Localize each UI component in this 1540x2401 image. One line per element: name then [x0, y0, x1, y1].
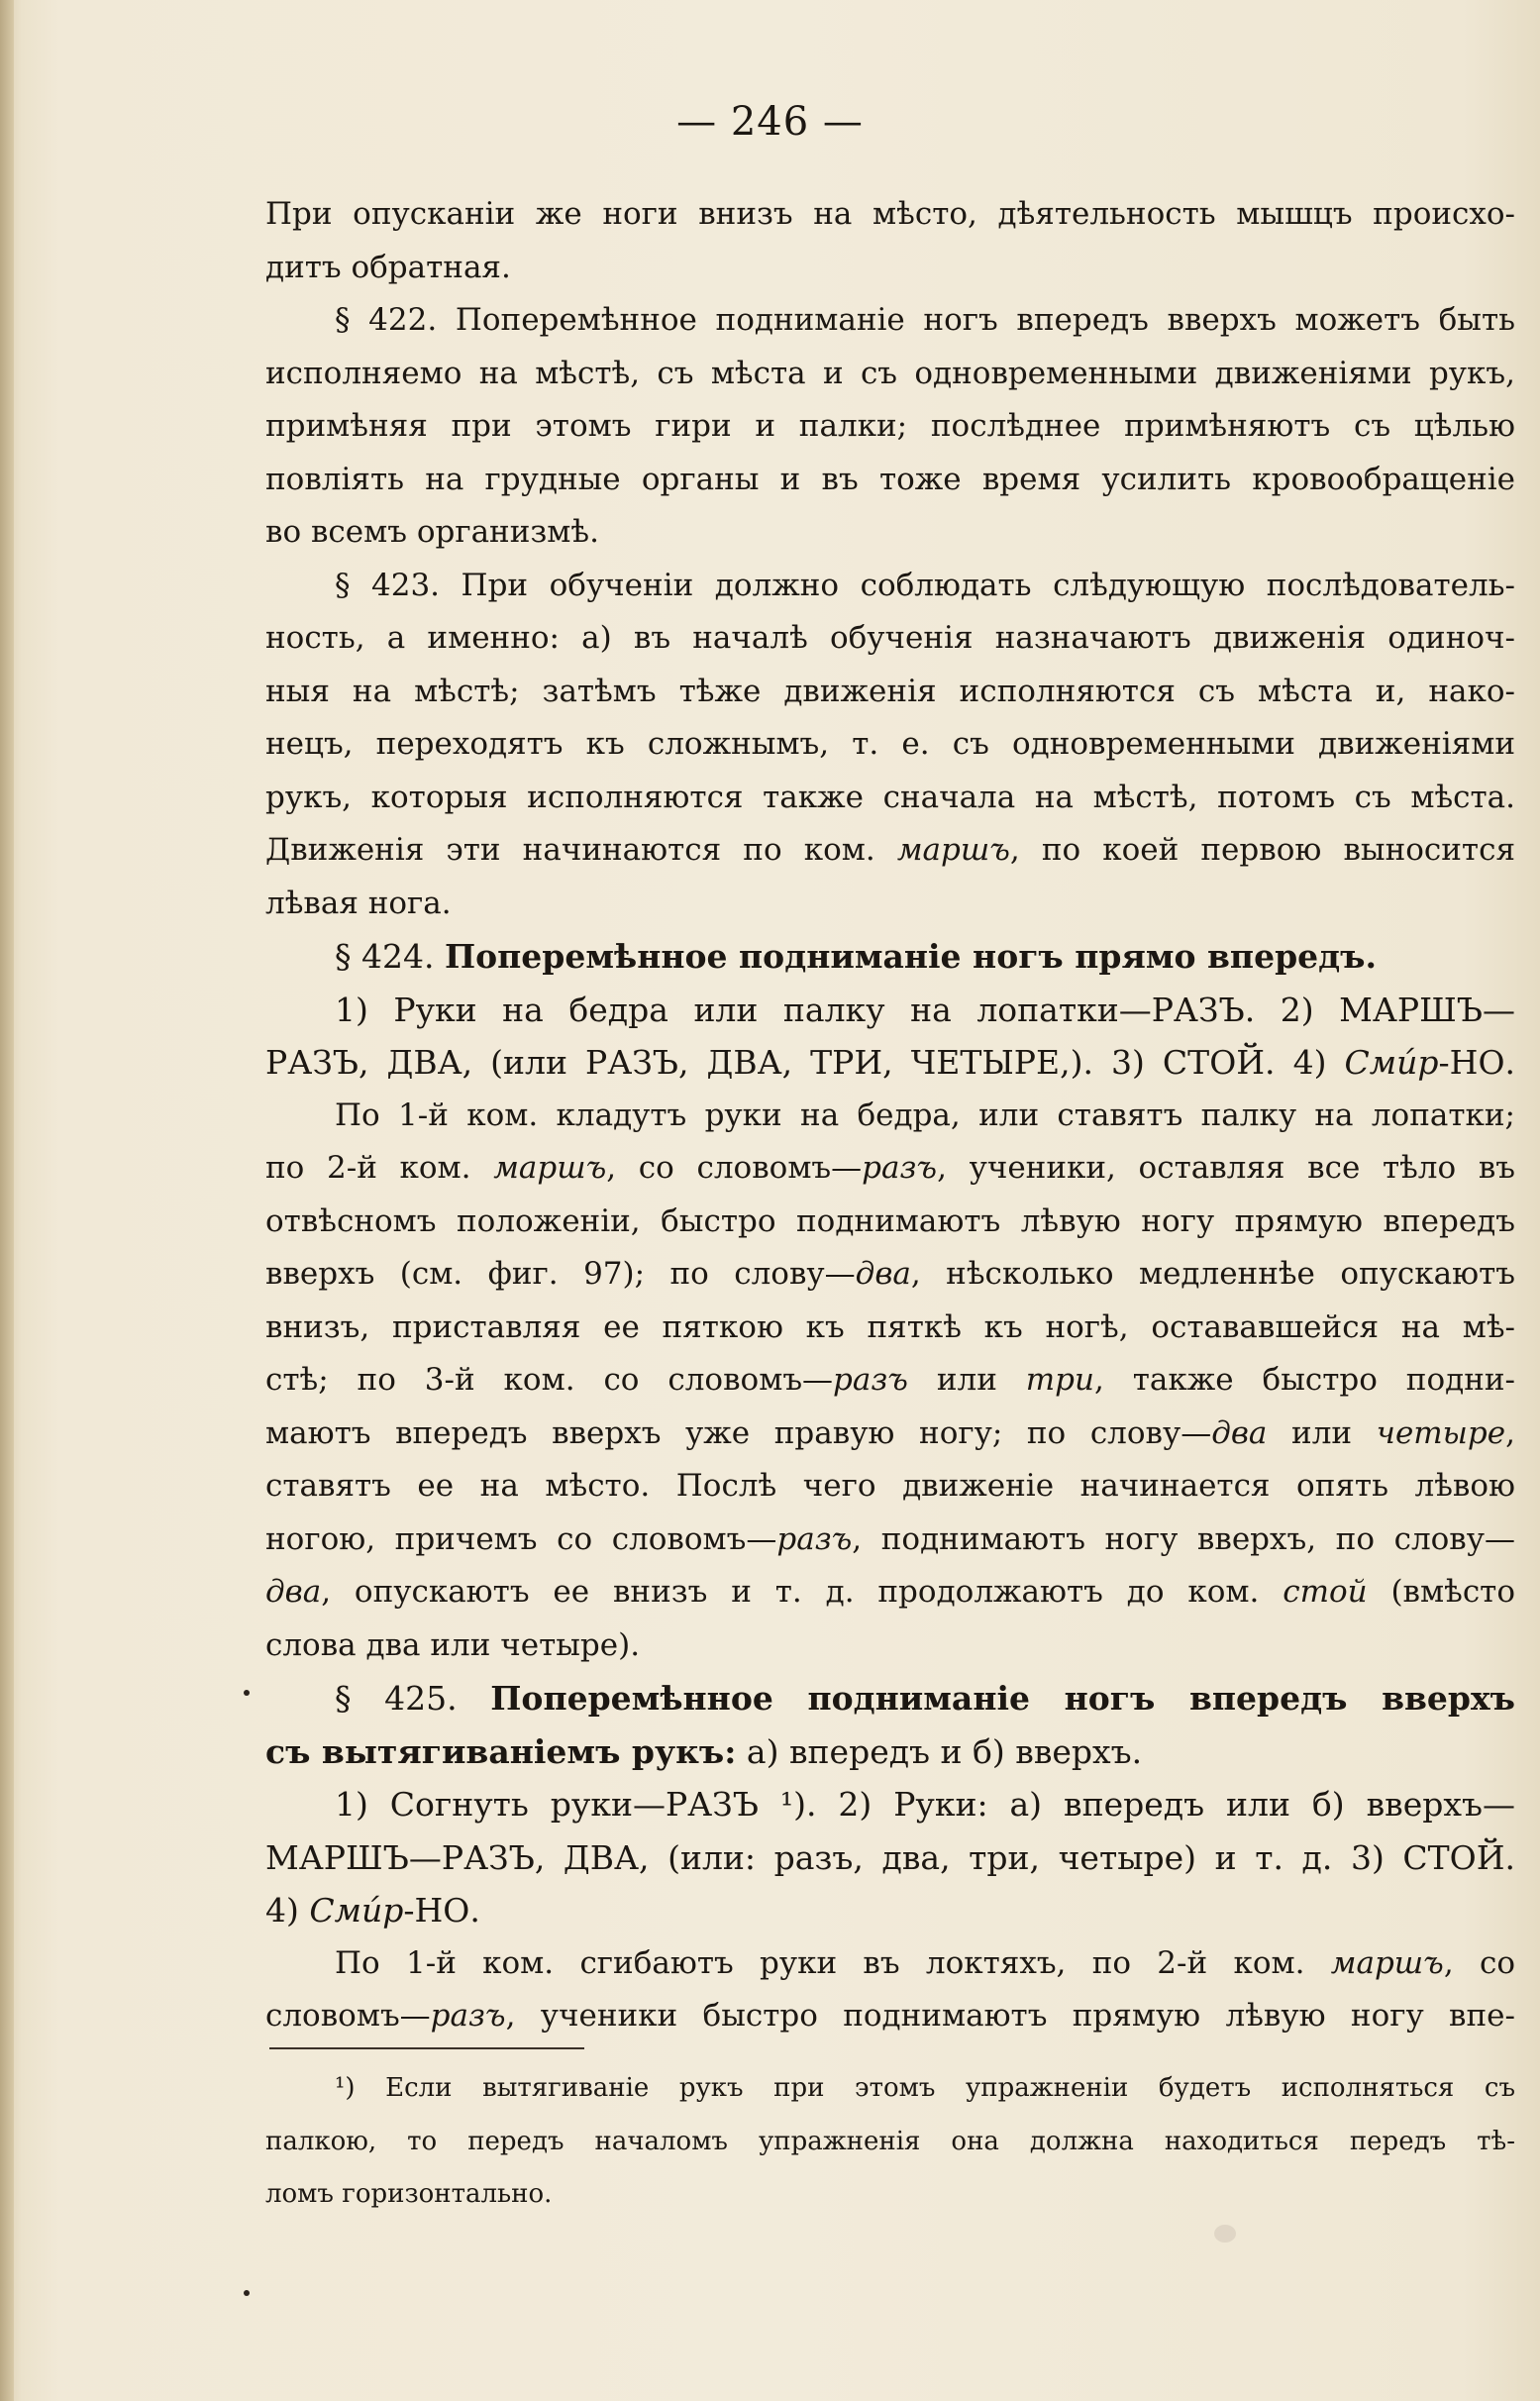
- text-line: [265, 824, 1515, 878]
- command-word: разъ: [430, 1998, 506, 2034]
- text-line: рукъ, которыя исполняются также сначала на мѣстѣ, потомъ съ мѣста.: [265, 779, 1515, 815]
- footnote-line: ломъ горизонтально.: [265, 2179, 553, 2209]
- text-line: ныя на мѣстѣ; затѣмъ тѣже движенія исполняются съ мѣста и, нако-: [265, 673, 1515, 709]
- command-word: разъ: [776, 1520, 853, 1557]
- section-425-heading: [265, 1672, 1515, 1725]
- text-line: лѣвая нога.: [265, 885, 452, 921]
- command-word: разъ: [862, 1150, 938, 1186]
- section-title: съ вытягиваніемъ рукъ:: [265, 1731, 737, 1771]
- body-text: [265, 188, 1515, 2043]
- text-line: 1) Руки на бедра или палку на лопатки—РАЗЪ. 2) МАРШЪ—: [335, 990, 1515, 1029]
- text-line: [265, 1408, 1515, 1461]
- text-run: , опускаютъ ее внизъ и т. д. продолжаютъ до ком.: [321, 1574, 1283, 1610]
- text-line: [265, 1566, 1515, 1619]
- command-word: Смúр: [309, 1891, 404, 1930]
- text-line: [265, 1142, 1515, 1196]
- section-number: § 425.: [335, 1679, 491, 1718]
- text-run: Движенія эти начинаются по ком.: [265, 832, 897, 868]
- text-line: [265, 1937, 1515, 1991]
- text-run: По 1-й ком. сгибаютъ руки въ локтяхъ, по 2-й ком.: [335, 1944, 1331, 1981]
- text-run: , со словомъ—: [606, 1150, 863, 1186]
- text-line: дитъ обратная.: [265, 249, 511, 285]
- section-425-heading-cont: [265, 1725, 1515, 1779]
- footnotes: [265, 2065, 1515, 2225]
- command-word: два: [855, 1256, 911, 1292]
- text-run: -НО.: [1438, 1043, 1515, 1082]
- text-run: ,: [1505, 1414, 1515, 1451]
- section-424-heading: [265, 930, 1515, 984]
- ink-speck: [244, 1690, 250, 1696]
- footnote-line: палкою, то передъ началомъ упражненія она должна находиться передъ тѣ-: [265, 2126, 1515, 2156]
- command-word: маршъ: [1330, 1944, 1444, 1981]
- text-line: [265, 1248, 1515, 1302]
- text-line: [265, 1990, 1515, 2043]
- text-line: исполняемо на мѣстѣ, съ мѣста и съ одновременными движеніями рукъ,: [265, 355, 1515, 391]
- text-run: стѣ; по 3-й ком. со словомъ—: [265, 1362, 834, 1398]
- text-line: во всемъ организмѣ.: [265, 514, 599, 550]
- text-line: нецъ, переходятъ къ сложнымъ, т. е. съ одновременными движеніями: [265, 726, 1515, 762]
- text-run: , ученики, оставляя все тѣло въ: [937, 1150, 1515, 1186]
- text-run: , по коей первою выносится: [1009, 832, 1515, 868]
- command-word: Смúр: [1344, 1043, 1439, 1082]
- text-line: [265, 1884, 1515, 1937]
- page-number: — 246 —: [676, 99, 864, 145]
- text-run: (вмѣсто: [1367, 1574, 1515, 1610]
- text-line: 1) Согнуть руки—РАЗЪ ¹). 2) Руки: а) впередъ или б) вверхъ—: [335, 1785, 1515, 1824]
- section-title: Поперемѣнное подниманіе ногъ прямо впередъ.: [444, 937, 1377, 976]
- command-word: три: [1025, 1362, 1094, 1398]
- text-line: примѣняя при этомъ гири и палки; послѣднее примѣняютъ съ цѣлью: [265, 408, 1515, 444]
- text-line: [265, 1514, 1515, 1567]
- page-edge: [0, 0, 14, 2401]
- command-word: два: [1211, 1414, 1268, 1451]
- text-run: ногою, причемъ со словомъ—: [265, 1520, 777, 1557]
- text-run: вверхъ (см. фиг. 97); по слову—: [265, 1256, 856, 1292]
- text-line: повліять на грудные органы и въ тоже время усилить кровообращеніе: [265, 461, 1515, 497]
- command-word: разъ: [833, 1362, 908, 1398]
- text-run: , со: [1443, 1944, 1516, 1981]
- text-line: ставятъ ее на мѣсто. Послѣ чего движеніе начинается опять лѣвою: [265, 1468, 1515, 1504]
- text-line: слова два или четыре).: [265, 1626, 641, 1663]
- footnote-rule: [269, 2047, 584, 2049]
- text-line: [265, 1354, 1515, 1408]
- ink-speck: [244, 2290, 250, 2296]
- text-line: МАРШЪ—РАЗЪ, ДВА, (или: разъ, два, три, четыре) и т. д. 3) СТОЙ.: [265, 1837, 1515, 1877]
- section-422-heading: § 422. Поперемѣнное подниманіе ногъ впередъ вверхъ можетъ быть: [335, 302, 1515, 338]
- text-line: отвѣсномъ положеніи, быстро поднимаютъ лѣвую ногу прямую впередъ: [265, 1202, 1515, 1239]
- text-line: ность, а именно: а) въ началѣ обученія назначаютъ движенія одиноч-: [265, 620, 1515, 656]
- section-title: Поперемѣнное подниманіе ногъ впередъ вверхъ: [490, 1679, 1515, 1718]
- text-run: или: [907, 1362, 1026, 1398]
- command-word: маршъ: [896, 832, 1010, 868]
- text-run: РАЗЪ, ДВА, (или РАЗЪ, ДВА, ТРИ, ЧЕТЫРЕ,). 3) СТОЙ. 4): [265, 1043, 1345, 1082]
- text-line: По 1-й ком. кладутъ руки на бедра, или ставятъ палку на лопатки;: [335, 1096, 1515, 1133]
- text-run: 4): [265, 1891, 310, 1930]
- paper-stain: [1214, 2225, 1236, 2243]
- text-run: маютъ впередъ вверхъ уже правую ногу; по слову—: [265, 1414, 1212, 1451]
- text-run: или: [1267, 1414, 1377, 1451]
- text-line: При опусканіи же ноги внизъ на мѣсто, дѣятельность мышцъ происхо-: [265, 196, 1515, 232]
- section-number: § 424.: [335, 937, 445, 976]
- footnote-line: ¹) Если вытягиваніе рукъ при этомъ упражненіи будетъ исполняться съ: [335, 2073, 1515, 2103]
- text-run: -НО.: [403, 1891, 480, 1930]
- text-line: внизъ, приставляя ее пяткою къ пяткѣ къ ногѣ, остававшейся на мѣ-: [265, 1308, 1515, 1345]
- command-word: четыре: [1376, 1414, 1506, 1451]
- text-run: словомъ—: [265, 1998, 431, 2034]
- text-run: по 2-й ком.: [265, 1150, 494, 1186]
- text-run: , поднимаютъ ногу вверхъ, по слову—: [852, 1520, 1515, 1557]
- text-run: , также быстро подни-: [1094, 1362, 1515, 1398]
- text-run: , ученики быстро поднимаютъ прямую лѣвую ногу впе-: [505, 1998, 1515, 2034]
- section-423-heading: § 423. При обученіи должно соблюдать слѣдующую послѣдователь-: [335, 567, 1515, 603]
- command-word: два: [265, 1574, 322, 1610]
- text-run: а) впередъ и б) вверхъ.: [736, 1731, 1143, 1771]
- command-word: стой: [1283, 1574, 1368, 1610]
- text-run: , нѣсколько медленнѣе опускаютъ: [910, 1256, 1515, 1292]
- command-word: маршъ: [493, 1150, 607, 1186]
- text-line: [265, 1036, 1515, 1090]
